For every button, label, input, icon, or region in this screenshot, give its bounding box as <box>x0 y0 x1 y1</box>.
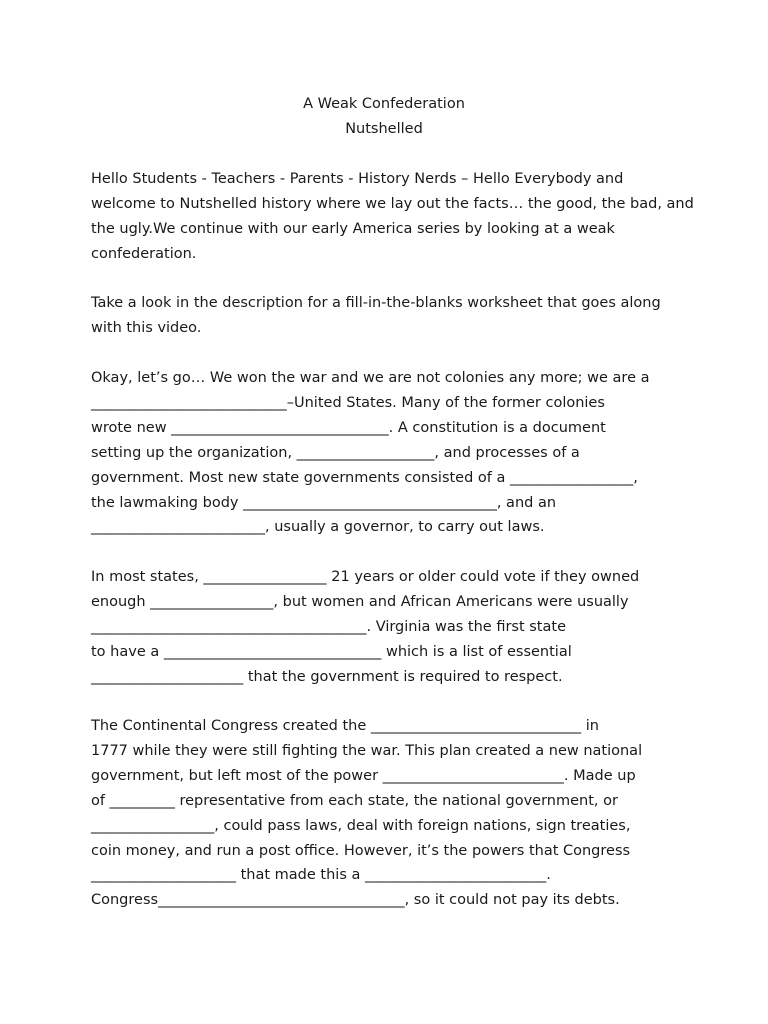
paragraph-continental-congress <box>91 714 691 913</box>
paragraph-intro <box>91 167 694 267</box>
text-line: wrote new ______________________________. A constitution is a document <box>91 419 606 436</box>
text-line: coin money, and run a post office. However, it’s the powers that Congress <box>91 842 631 859</box>
text-line: setting up the organization, ___________________, and processes of a <box>91 444 580 461</box>
text-line: the lawmaking body ___________________________________, and an <box>91 494 557 511</box>
text-line: In most states, _________________ 21 years or older could vote if they owned <box>91 569 640 585</box>
text-line: 1777 while they were still fighting the war. This plan created a new national <box>91 742 643 759</box>
text-line: Congress__________________________________, so it could not pay its debts. <box>91 892 620 909</box>
text-line: confederation. <box>91 245 197 262</box>
document-title: A Weak Confederation <box>303 96 465 112</box>
text-line: _____________________ that the government is required to respect. <box>91 668 563 685</box>
text-line: enough _________________, but women and African Americans were usually <box>91 593 629 610</box>
text-line: with this video. <box>91 319 202 336</box>
text-line: ________________________, usually a governor, to carry out laws. <box>91 519 545 536</box>
paragraph-state-governments <box>91 366 691 540</box>
paragraph-voting <box>91 565 691 690</box>
text-line: ____________________ that made this a _________________________. <box>91 867 551 884</box>
text-line: the ugly.We continue with our early America series by looking at a weak <box>91 220 615 237</box>
text-line: Okay, let’s go… We won the war and we are not colonies any more; we are a <box>91 370 650 386</box>
text-line: Take a look in the description for a fill-in-the-blanks worksheet that goes along <box>91 295 661 311</box>
paragraph-description <box>91 291 691 341</box>
text-line: government. Most new state governments consisted of a _________________, <box>91 469 638 486</box>
text-line: of _________ representative from each state, the national government, or <box>91 792 618 809</box>
text-line: government, but left most of the power _________________________. Made up <box>91 767 636 784</box>
text-line: _________________, could pass laws, deal with foreign nations, sign treaties, <box>91 817 631 834</box>
text-line: welcome to Nutshelled history where we lay out the facts… the good, the bad, and <box>91 195 694 212</box>
document-subtitle: Nutshelled <box>345 121 423 137</box>
text-line: to have a ______________________________ which is a list of essential <box>91 643 572 660</box>
text-line: ______________________________________. Virginia was the first state <box>91 618 566 635</box>
text-line: Hello Students - Teachers - Parents - History Nerds – Hello Everybody and <box>91 171 624 187</box>
text-line: The Continental Congress created the _____________________________ in <box>91 718 599 734</box>
text-line: ___________________________–United States. Many of the former colonies <box>91 394 605 411</box>
